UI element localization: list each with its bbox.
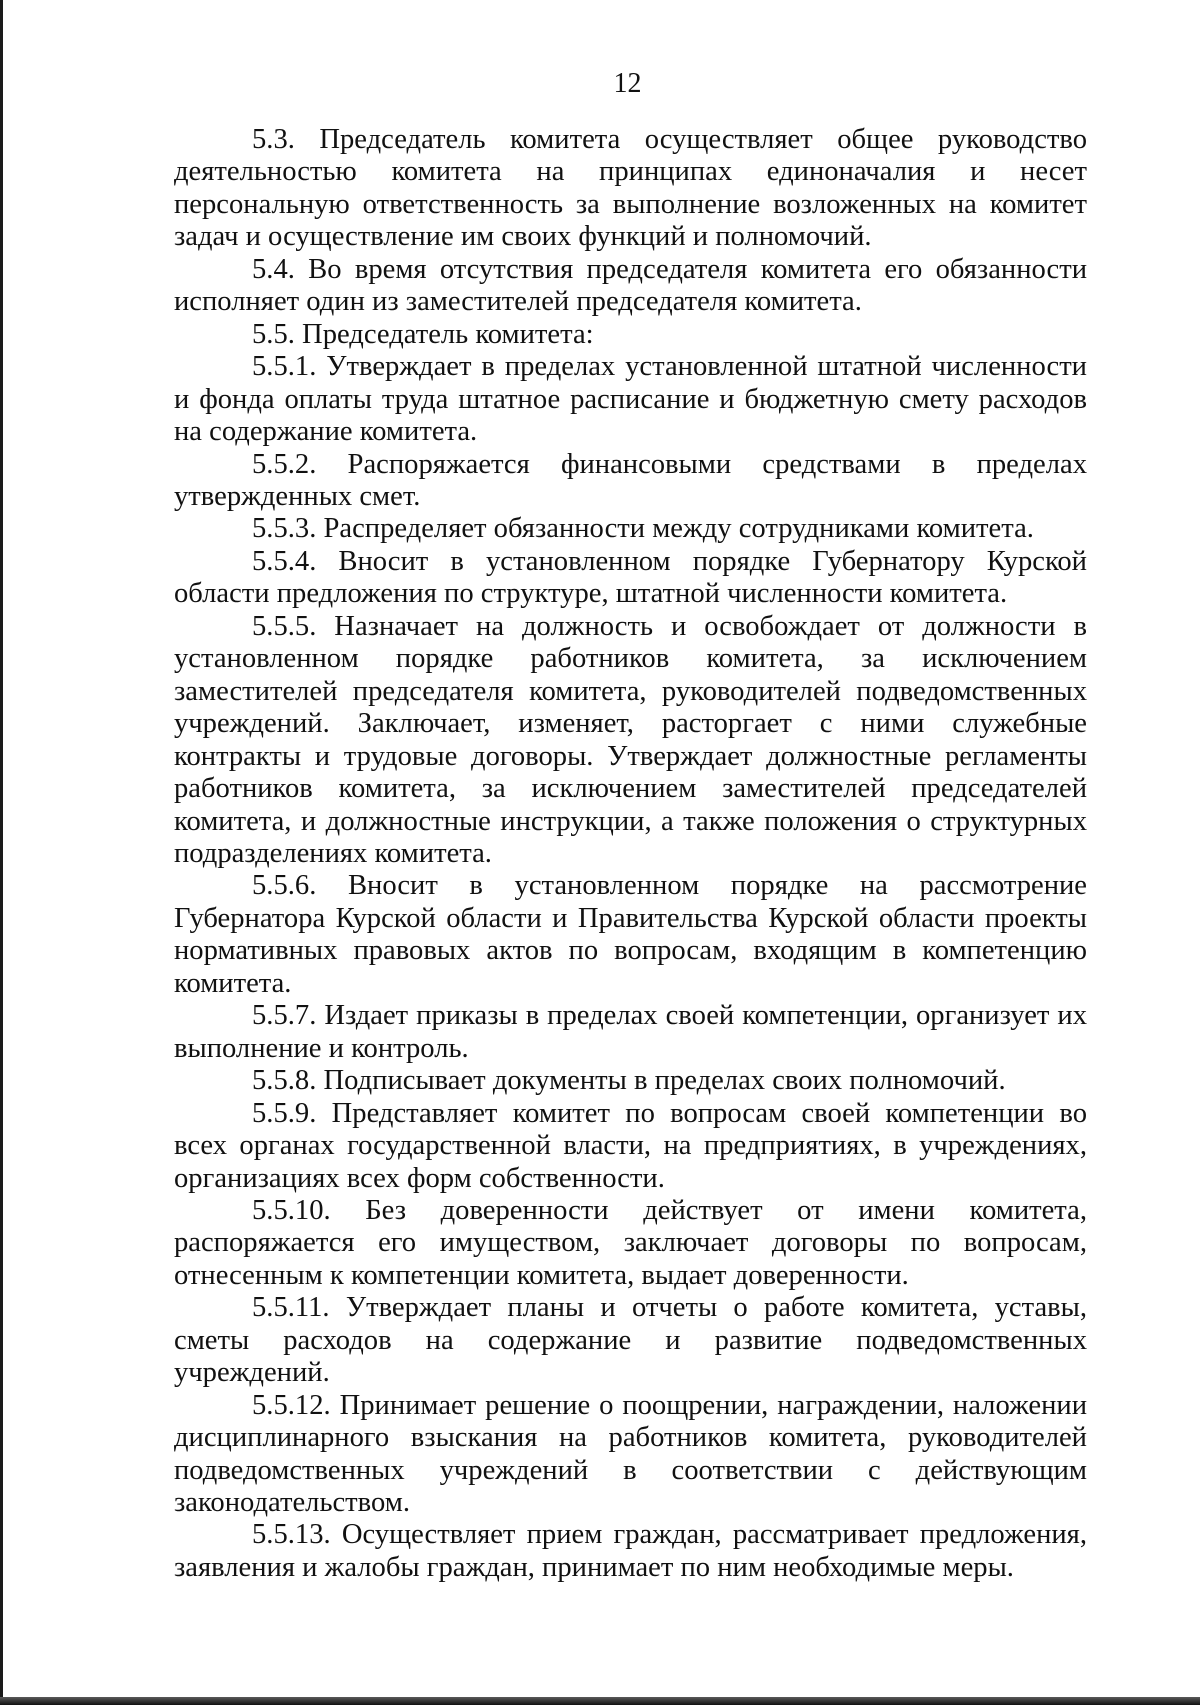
paragraph-5-5-7: 5.5.7. Издает приказы в пределах своей компетенции, организует их выполнение и контроль.	[174, 1000, 1087, 1064]
paragraph-5-5-3: 5.5.3. Распределяет обязанности между сотрудниками комитета.	[252, 513, 1034, 545]
paragraph-5-5: 5.5. Председатель комитета:	[252, 318, 594, 350]
paragraph-5-5-10: 5.5.10. Без доверенности действует от имени комитета, распоряжается его имуществом, заключает договоры по вопросам, отнесенным к компетенции комитета, выдает доверенности.	[174, 1194, 1087, 1291]
document-body	[174, 124, 1087, 1584]
paragraph-5-5-13: 5.5.13. Осуществляет прием граждан, рассматривает предложения, заявления и жалобы граждан, принимает по ним необходимые меры.	[174, 1519, 1087, 1583]
paragraph-5-5-5: 5.5.5. Назначает на должность и освобождает от должности в установленном порядке работников комитета, за исключением заместителей председателя комитета, руководителей подведомственных учреждений. Заключает, изменяет, расторгает с ними служебные контракты и трудовые договоры. Утверждает должностные регламенты работников комитета, за исключением заместителей председателей комитета, и должностные инструкции, а также положения о структурных подразделениях комитета.	[174, 610, 1087, 869]
paragraph-5-5-2: 5.5.2. Распоряжается финансовыми средствами в пределах утвержденных смет.	[174, 448, 1087, 512]
paragraph-5-3: 5.3. Председатель комитета осуществляет общее руководство деятельностью комитета на принципах единоначалия и несет персональную ответственность за выполнение возложенных на комитет задач и осуществление им своих функций и полномочий.	[174, 124, 1087, 253]
scan-bottom-edge	[0, 1697, 1200, 1705]
paragraph-5-5-6: 5.5.6. Вносит в установленном порядке на рассмотрение Губернатора Курской области и Правительства Курской области проекты нормативных правовых актов по вопросам, входящим в компетенцию комитета.	[174, 870, 1087, 999]
page-number: 12	[613, 68, 642, 99]
paragraph-5-5-11: 5.5.11. Утверждает планы и отчеты о работе комитета, уставы, сметы расходов на содержание и развитие подведомственных учреждений.	[174, 1292, 1087, 1389]
paragraph-5-5-12: 5.5.12. Принимает решение о поощрении, награждении, наложении дисциплинарного взыскания на работников комитета, руководителей подведомственных учреждений в соответствии с действующим законодательством.	[174, 1389, 1087, 1519]
scan-left-edge	[0, 0, 3, 1705]
paragraph-5-5-1: 5.5.1. Утверждает в пределах установленной штатной численности и фонда оплаты труда штатное расписание и бюджетную смету расходов на содержание комитета.	[174, 351, 1087, 448]
paragraph-5-5-4: 5.5.4. Вносит в установленном порядке Губернатору Курской области предложения по структуре, штатной численности комитета.	[174, 545, 1087, 610]
paragraph-5-5-9: 5.5.9. Представляет комитет по вопросам своей компетенции во всех органах государственной власти, на предприятиях, в учреждениях, организациях всех форм собственности.	[174, 1097, 1087, 1194]
paragraph-5-5-8: 5.5.8. Подписывает документы в пределах своих полномочий.	[252, 1065, 1006, 1097]
paragraph-5-4: 5.4. Во время отсутствия председателя комитета его обязанности исполняет один из заместителей председателя комитета.	[174, 253, 1087, 318]
